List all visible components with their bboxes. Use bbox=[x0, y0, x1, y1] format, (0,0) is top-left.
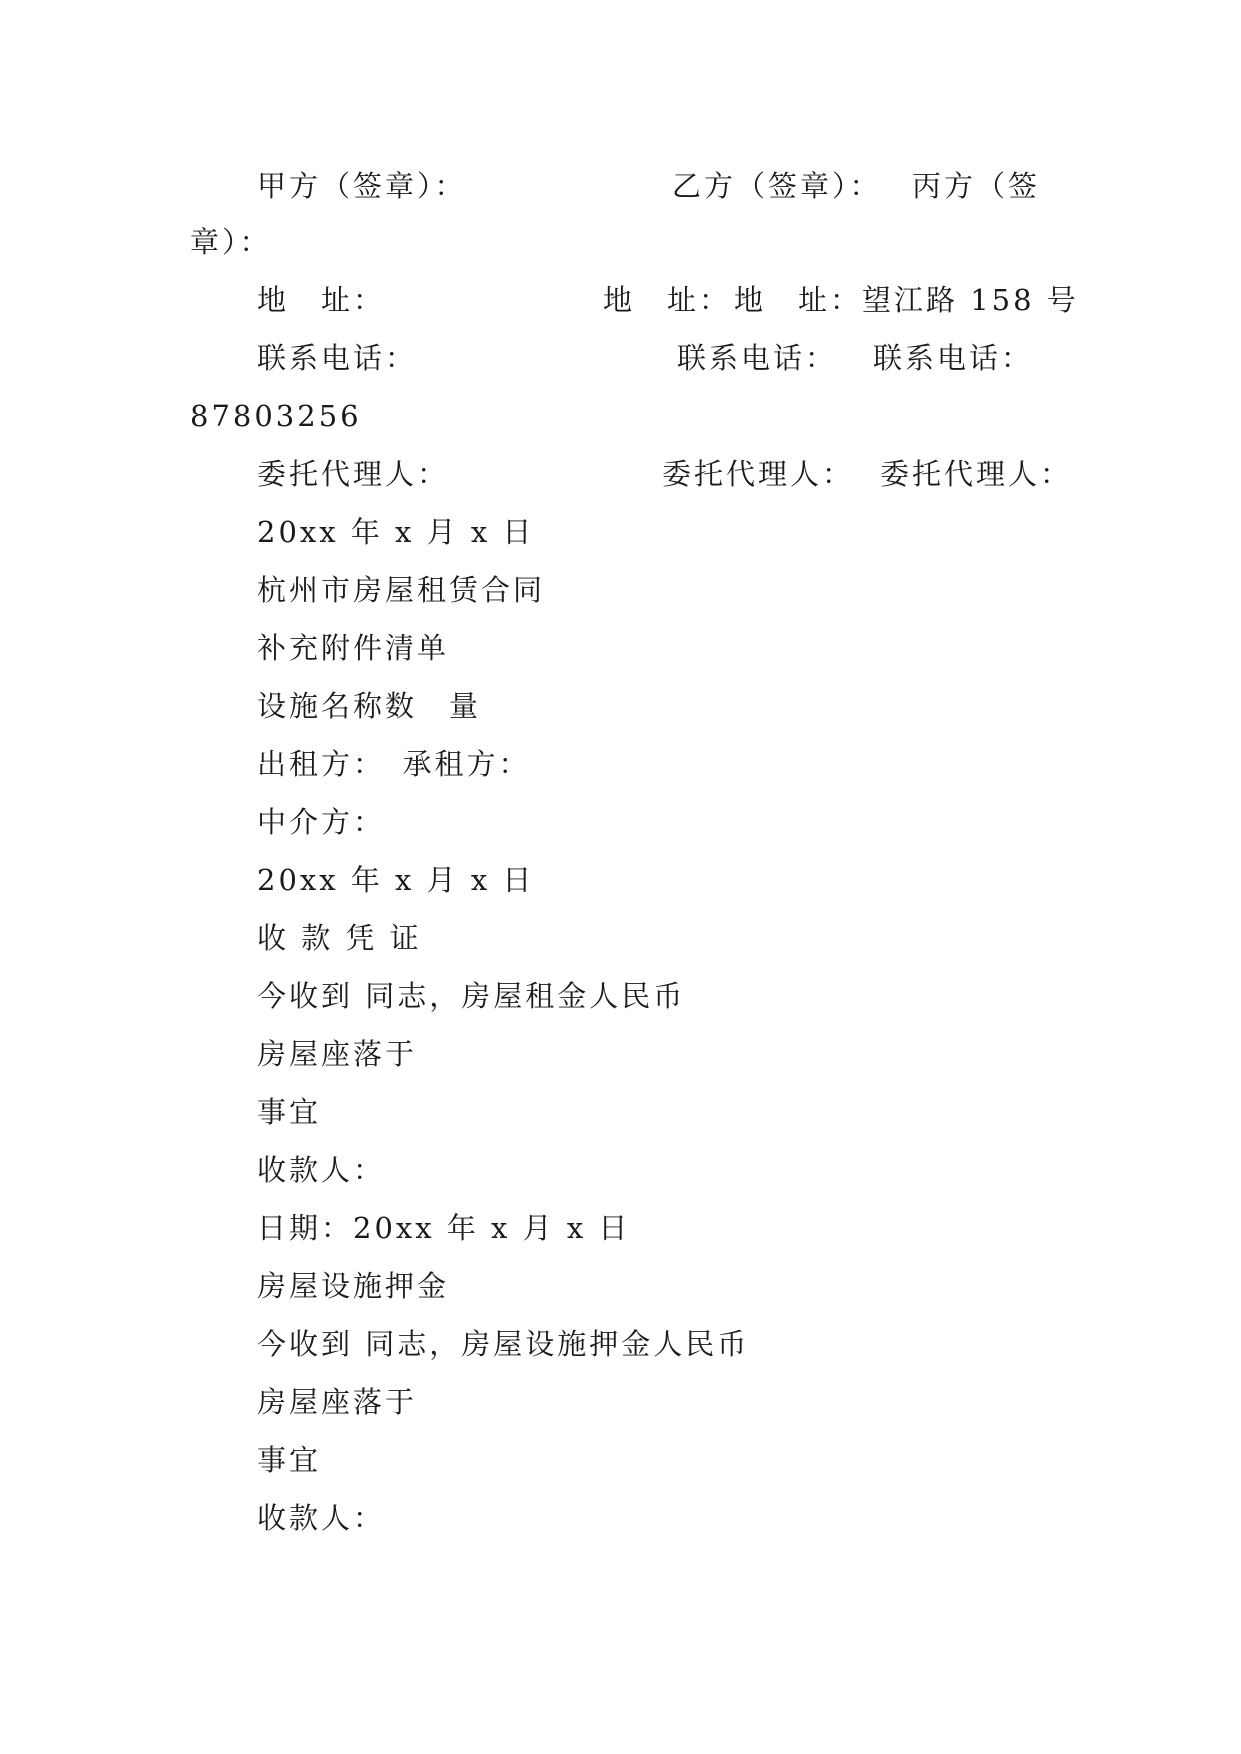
deposit-received-text: 今收到 同志，房屋设施押金人民币 bbox=[257, 1327, 750, 1361]
party-c-address: 地 址：望江路 158 号 bbox=[734, 283, 1079, 317]
party-c-signature-label-start: 丙方（签 bbox=[912, 169, 1041, 203]
deposit-location-text: 房屋座落于 bbox=[257, 1385, 418, 1419]
party-a-signature-label: 甲方（签章）： bbox=[257, 169, 467, 203]
party-c-signature-label-end: 章）： bbox=[190, 225, 272, 259]
rent-receipt-date: 日期：20xx 年 x 月 x 日 bbox=[257, 1211, 631, 1245]
deposit-receipt-title: 房屋设施押金 bbox=[257, 1269, 450, 1303]
signature-date: 20xx 年 x 月 x 日 bbox=[257, 515, 535, 549]
deposit-matter-text: 事宜 bbox=[257, 1443, 322, 1477]
party-b-address-label: 地 址： bbox=[603, 283, 732, 317]
party-b-signature-label: 乙方（签章）： bbox=[672, 169, 882, 203]
attachment-columns: 设施名称数 量 bbox=[257, 689, 482, 723]
rent-payee-label: 收款人： bbox=[257, 1153, 386, 1187]
party-a-address-label: 地 址： bbox=[257, 283, 386, 317]
party-c-agent-label: 委托代理人： bbox=[880, 457, 1073, 491]
deposit-payee-label: 收款人： bbox=[257, 1501, 386, 1535]
attachment-list-title: 补充附件清单 bbox=[257, 631, 450, 665]
party-b-agent-label: 委托代理人： bbox=[662, 457, 855, 491]
rent-received-text: 今收到 同志，房屋租金人民币 bbox=[257, 979, 686, 1013]
attachment-date: 20xx 年 x 月 x 日 bbox=[257, 863, 535, 897]
party-a-phone-label: 联系电话： bbox=[257, 341, 418, 375]
lessor-lessee-labels: 出租方： 承租方： bbox=[257, 747, 531, 781]
party-c-phone-label: 联系电话： bbox=[873, 341, 1034, 375]
rent-matter-text: 事宜 bbox=[257, 1095, 322, 1129]
party-b-phone-label: 联系电话： bbox=[677, 341, 838, 375]
contract-title: 杭州市房屋租赁合同 bbox=[257, 573, 546, 607]
party-c-phone-value: 87803256 bbox=[190, 399, 362, 433]
party-a-agent-label: 委托代理人： bbox=[257, 457, 450, 491]
rent-location-text: 房屋座落于 bbox=[257, 1037, 418, 1071]
agency-label: 中介方： bbox=[257, 805, 386, 839]
rent-receipt-title: 收 款 凭 证 bbox=[257, 921, 422, 955]
